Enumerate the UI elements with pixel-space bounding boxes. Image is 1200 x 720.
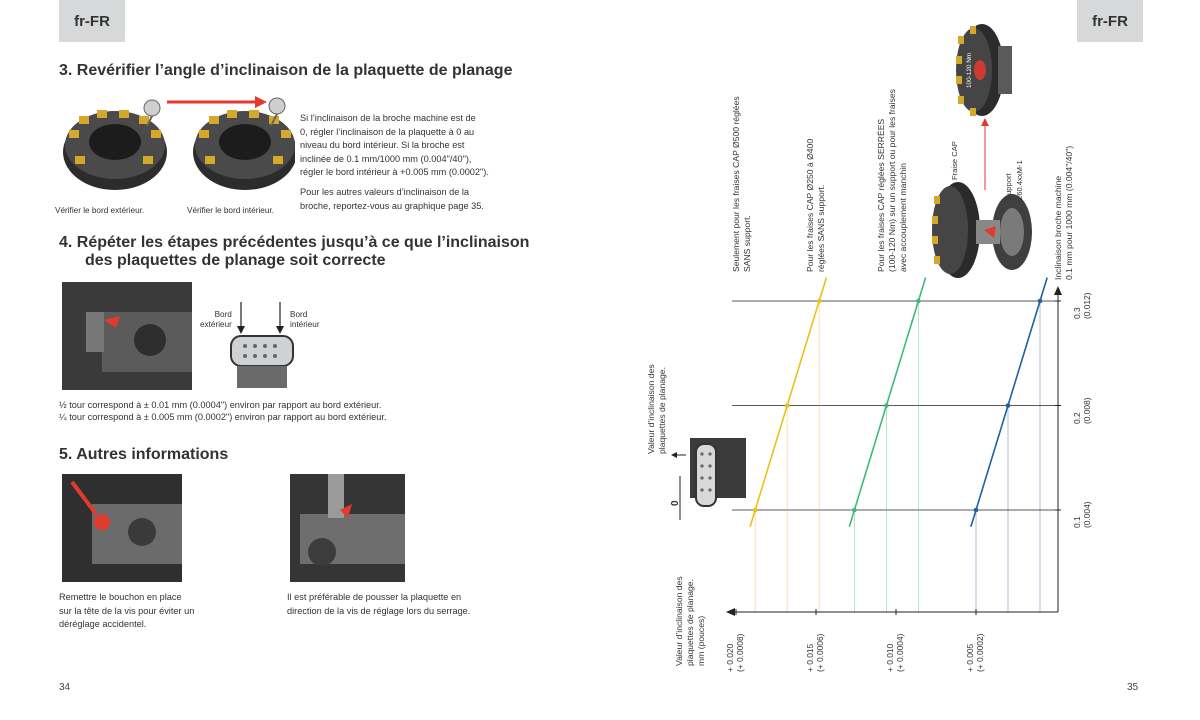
- annotation-green: Pour les fraises CAP Ø250 à Ø400 réglées SANS support.: [805, 138, 826, 272]
- series-point-green: [852, 508, 857, 513]
- zero-label: 0: [670, 500, 681, 506]
- y-axis-arrow: [726, 608, 735, 616]
- series-point-blue: [974, 508, 979, 513]
- y-axis-label: Valeur d’inclinaison des plaquettes de planage. mm (pouces): [674, 576, 706, 666]
- y-tick-label: + 0.005 (+ 0.0002): [965, 633, 985, 672]
- arrow-right-red: [167, 96, 267, 108]
- plug-replace-photo: [62, 474, 182, 582]
- series-point-blue: [1006, 403, 1011, 408]
- series-point-yellow: [753, 508, 758, 513]
- page-number-left: 34: [59, 682, 71, 693]
- series-point-green: [916, 299, 921, 304]
- adjust-screw-photo: [62, 282, 192, 390]
- series-line-green: [849, 278, 925, 527]
- y-tick-label: + 0.010 (+ 0.0004): [885, 633, 905, 672]
- section-5-caption-a: Remettre le bouchon en place sur la tête de la vis pour éviter un déréglage accidentel.: [59, 592, 195, 629]
- annotation-yellow: Seulement pour les fraises CAP Ø500 réglées SANS support.: [731, 96, 752, 272]
- chart-axes: [726, 286, 1062, 616]
- x-axis-arrow: [1054, 286, 1062, 295]
- series-point-yellow: [817, 299, 822, 304]
- series-point-green: [884, 403, 889, 408]
- language-tab: fr-FR: [59, 0, 125, 42]
- section-4-note-half-turn: ½ tour correspond à ± 0.01 mm (0.0004") environ par rapport au bord extérieur.: [59, 400, 382, 410]
- language-tab: fr-FR: [1077, 0, 1143, 42]
- chart-ticks: [736, 301, 1061, 615]
- y-tick-label: + 0.020 (+ 0.0008): [725, 633, 745, 672]
- x-axis-label: Inclinaison broche machine 0.1 mm pour 1000 mm (0.004"/40"): [1053, 145, 1074, 280]
- y-tick-label: + 0.015 (+ 0.0006): [805, 633, 825, 672]
- insert-check-illustration: [55, 90, 295, 210]
- section-3-paragraph-2: Pour les autres valeurs d’inclinaison de la broche, reportez-vous au graphique page 35.: [300, 187, 484, 211]
- cutter-outer-image: [63, 100, 167, 190]
- page-right: [600, 0, 1200, 720]
- x-tick-label: 0.2 (0.008): [1072, 396, 1092, 424]
- series-line-yellow: [750, 278, 826, 527]
- section-4-note-quarter-turn: ¼ tour correspond à ± 0.005 mm (0.0002") environ par rapport au bord extérieur.: [59, 412, 387, 422]
- section-5-heading: 5. Autres informations: [59, 446, 229, 463]
- page-number-right: 35: [1127, 682, 1139, 693]
- section-3-paragraph-1: Si l’inclinaison de la broche machine est de 0, régler l’inclinaison de la plaquette à 0 au niveau du bord intérieur. Si la broche est inclinée de 0.1 mm/1000 mm (0.004"/40"), régler le bord intérieur à +0.005 mm (0.0002").: [300, 113, 489, 177]
- caption-outer-edge: Vérifier le bord extérieur.: [55, 206, 145, 215]
- insert-side-diagram: [671, 438, 746, 520]
- insert-edge-diagram: [225, 302, 305, 390]
- label-bord-interieur: Bord intérieur: [290, 310, 320, 329]
- annotation-blue: Pour les fraises CAP réglées SERRÉES (100-120 Nm) sur un support ou pour les fraises avec accouplement manchin: [876, 89, 908, 272]
- label-torque: 100-120 Nm: [966, 52, 973, 88]
- push-insert-photo: [290, 474, 405, 582]
- x-tick-label: 0.1 (0.004): [1072, 501, 1092, 528]
- cutter-inner-image: [193, 98, 295, 190]
- caption-inner-edge: Vérifier le bord intérieur.: [187, 206, 274, 215]
- label-fraise-cap: Fraise CAP: [950, 141, 959, 180]
- chart-series: [750, 278, 1047, 612]
- series-point-blue: [1038, 299, 1043, 304]
- x-tick-label: 0.3 (0.012): [1072, 292, 1092, 319]
- section-5-caption-b: Il est préférable de pousser la plaquette en direction de la vis de réglage lors du serrage.: [287, 592, 471, 616]
- section-3-heading: 3. Revérifier l’angle d’inclinaison de la plaquette de planage: [59, 62, 513, 79]
- series-line-blue: [971, 278, 1047, 527]
- plaquette-value-label: Valeur d’inclinaison des plaquettes de planage.: [646, 364, 667, 454]
- series-point-yellow: [785, 403, 790, 408]
- section-4-heading: 4. Répéter les étapes précédentes jusqu’à ce que l’inclinaison des plaquettes de planage soit correcte: [59, 234, 530, 269]
- label-support: Support 260.4xxM-1: [1004, 160, 1024, 200]
- label-bord-exterieur: Bord extérieur: [200, 310, 232, 329]
